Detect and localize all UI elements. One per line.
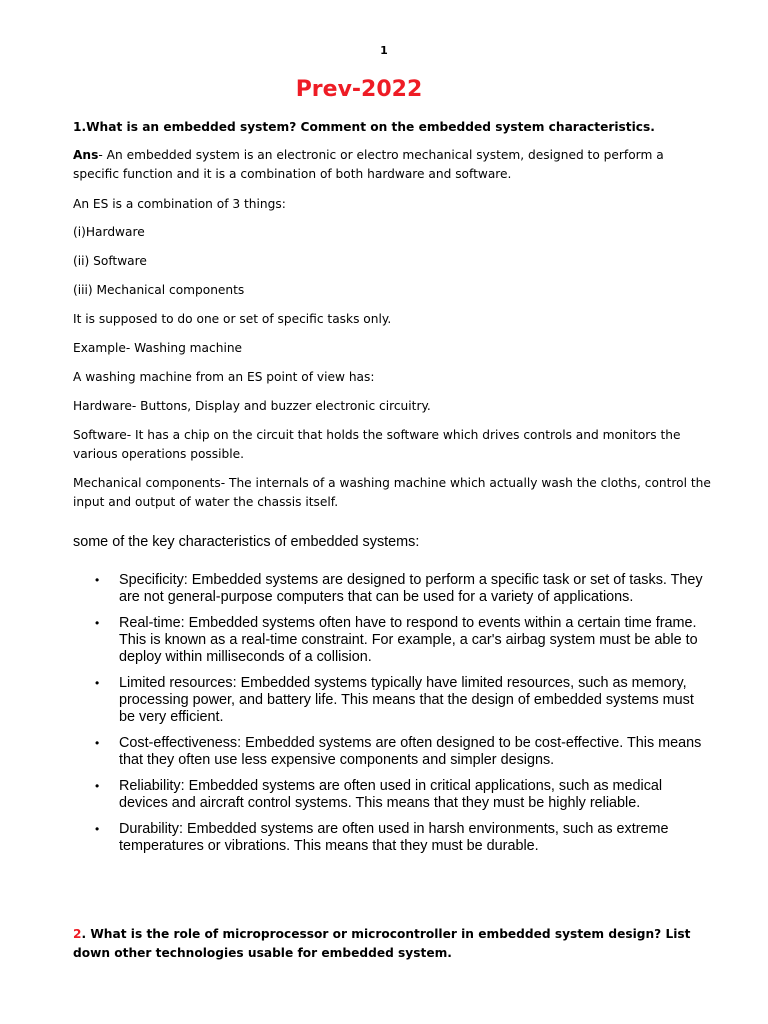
answer-text: - An embedded system is an electronic or electro mechanical system, designed to perform a specific function and it is a combination of both hardware and software. (73, 148, 664, 181)
question-2-number: 2 (73, 927, 82, 941)
bullet: • (95, 736, 100, 750)
mechanical-item: (iii) Mechanical components (73, 283, 245, 297)
bullet: • (95, 573, 100, 587)
mechanical-description: Mechanical components- The internals of a washing machine which actually wash the cloths, control the input and output of water the chassis itself. (73, 476, 711, 509)
page-title: Prev-2022 (295, 77, 423, 102)
answer-label: Ans (73, 148, 99, 162)
list-item: • Reliability: Embedded systems are often used in critical applications, such as medical devices and aircraft control systems. This means that they must be highly reliable. (95, 778, 663, 811)
specific-tasks-line: It is supposed to do one or set of specific tasks only. (73, 312, 392, 326)
list-item: • Real-time: Embedded systems often have to respond to events within a certain time frame. This is known as a real-time constraint. For example, a car's airbag system must be able to deploy within milliseconds of a collision. (95, 615, 698, 665)
question-2-text: . What is the role of microprocessor or microcontroller in embedded system design? List down other technologies usable for embedded system. (73, 927, 691, 960)
bullet: • (95, 616, 100, 630)
example-line: Example- Washing machine (73, 341, 243, 355)
characteristics-list (0, 572, 768, 864)
question-1: 1.What is an embedded system? Comment on the embedded system characteristics. (73, 120, 655, 134)
answer-1 (73, 146, 713, 184)
software-item: (ii) Software (73, 254, 147, 268)
bullet: • (95, 676, 100, 690)
list-item: • Durability: Embedded systems are often used in harsh environments, such as extreme temperatures or vibrations. This means that they must be durable. (95, 821, 669, 854)
bullet: • (95, 779, 100, 793)
question-2 (73, 925, 723, 963)
washing-machine-view-line: A washing machine from an ES point of view has: (73, 370, 375, 384)
software-description: Software- It has a chip on the circuit that holds the software which drives controls and monitors the various operations possible. (73, 428, 681, 461)
hardware-description: Hardware- Buttons, Display and buzzer electronic circuitry. (73, 399, 431, 413)
bullet: • (95, 822, 100, 836)
hardware-item: (i)Hardware (73, 225, 145, 239)
es-combination-line: An ES is a combination of 3 things: (73, 197, 286, 211)
list-item: • Limited resources: Embedded systems typically have limited resources, such as memory, processing power, and battery life. This means that the design of embedded systems must be very efficient. (95, 675, 694, 725)
list-item: • Specificity: Embedded systems are designed to perform a specific task or set of tasks. They are not general-purpose computers that can be used for a variety of applications. (95, 572, 703, 605)
characteristics-intro: some of the key characteristics of embedded systems: (73, 534, 420, 550)
list-item: • Cost-effectiveness: Embedded systems are often designed to be cost-effective. This means that they often use less expensive components and simpler designs. (95, 735, 702, 768)
page-number: 1 (380, 44, 388, 57)
